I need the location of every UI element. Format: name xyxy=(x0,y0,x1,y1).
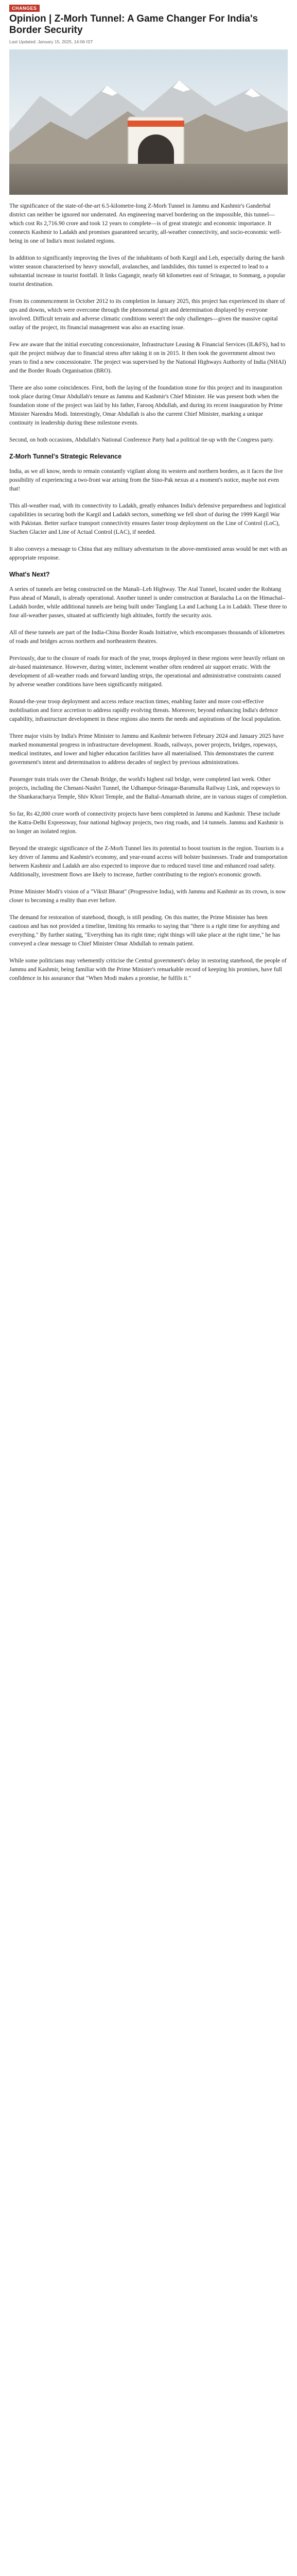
article-paragraph: Prime Minister Modi's vision of a "Viksit Bharat" (Progressive India), with Jammu and Kashmir as its crown, is now closer to becoming a reality than ever before. xyxy=(9,889,286,904)
article-paragraph: India, as we all know, needs to remain constantly vigilant along its western and northern borders, as it faces the live possibility of experiencing a two-front war arising from the Sino-Pak nexus at a moment's notice, maybe not even that! xyxy=(9,468,283,492)
article-page xyxy=(0,0,297,1007)
article-headline: Opinion | Z-Morh Tunnel: A Game Changer For India's Border Security xyxy=(9,13,258,36)
article-body xyxy=(9,202,288,983)
article-paragraph: So far, Rs 42,000 crore worth of connectivity projects have been completed in Jammu and Kashmir. These include the Katra-Delhi Expressway, four national highway projects, two ring roads, and 14 tunnels. Jammu and Kashmir is no longer an isolated region. xyxy=(9,811,284,835)
hero-image xyxy=(9,49,288,195)
section-heading: What's Next? xyxy=(9,571,50,578)
article-paragraph: This all-weather road, with its connectivity to Ladakh, greatly enhances India's defensive preparedness and logistical capabilities in securing both the Kargil and Ladakh sectors, something we fell short of during the 1999 Kargil War with Pakistan. Better surface transport connectivity ensures faster troop deployment on the Line of Control (LoC), Siachen Glacier and Line of Actual Control (LAC), if needed. xyxy=(9,503,286,535)
article-paragraph: The significance of the state-of-the-art 6.5-kilometre-long Z-Morh Tunnel in Jammu and Kashmir's Ganderbal district can neither be ignored nor underrated. An engineering marvel bordering on the impossible, this tunnel—which cost Rs 2,716.90 crore and took 12 years to complete—is of great strategic and economic importance. It connects Kashmir to Ladakh and promises guaranteed security, all-weather connectivity, and socio-economic well-being in one of India's most isolated regions. xyxy=(9,203,282,244)
article-dateline: Last Updated: January 15, 2025, 14:06 IST xyxy=(9,39,93,44)
tunnel-portal-band xyxy=(128,121,184,127)
site-logo[interactable]: CHANGES xyxy=(9,5,40,12)
article-paragraph: From its commencement in October 2012 to its completion in January 2025, this project has experienced its share of ups and downs, which were overcome through the phenomenal grit and determination displayed by everyone involved. Difficult terrain and adverse climatic conditions weren't the only challenges—given the massive capital outlay of the project, its financial management was also an exacting issue. xyxy=(9,298,285,331)
article-paragraph: There are also some coincidences. First, both the laying of the foundation stone for this project and its inauguration took place during Omar Abdullah's tenure as Jammu and Kashmir's Chief Minister. He was present both when the foundation stone of the project was laid by his father, Farooq Abdullah, and during its recent inauguration by Prime Minister Narendra Modi. Interestingly, Omar Abdullah is also the current Chief Minister, marking a unique continuity in leadership during these milestone events. xyxy=(9,385,283,426)
article-paragraph: Three major visits by India's Prime Minister to Jammu and Kashmir between February 2024 and January 2025 have marked monumental progress in infrastructure development. Roads, railways, power projects, bridges, ropeways, medical institutes, and lower and higher education facilities have all materialised. This demonstrates the current government's intent and determination to address decades of neglect by previous administrations. xyxy=(9,733,284,766)
article-paragraph: Second, on both occasions, Abdullah's National Conference Party had a political tie-up with the Congress party. xyxy=(9,437,274,443)
article-paragraph: Previously, due to the closure of roads for much of the year, troops deployed in these regions were heavily reliant on air-based maintenance. However, during winter, inclement weather often rendered air support erratic. With the development of all-weather roads and forward landing strips, the operational and administrative constraints caused by adverse weather conditions have been significantly mitigated. xyxy=(9,655,285,688)
article-paragraph: Passenger train trials over the Chenab Bridge, the world's highest rail bridge, were completed last week. Other projects, including the Chenani-Nashri Tunnel, the Udhampur-Srinagar-Baramulla Railway Link, and ropeways to the Shankaracharya Temple, Shiv Khori Temple, and the Baltal-Amarnath shrine, are in various stages of completion. xyxy=(9,776,288,800)
site-header xyxy=(9,0,288,11)
article-paragraph: While some politicians may vehemently criticise the Central government's delay in restoring statehood, the people of Jammu and Kashmir, being familiar with the Prime Minister's remarkable record of keeping his promises, have full confidence in his assurance that "When Modi makes a promise, he fulfils it." xyxy=(9,958,287,981)
article-paragraph: Round-the-year troop deployment and access reduce reaction times, enabling faster and more cost-effective mobilisation and force accretion to address rapidly evolving threats. Moreover, beyond enhancing India's defence capability, infrastructure development in these regions also meets the needs and aspirations of the local population. xyxy=(9,699,282,722)
article-paragraph: All of these tunnels are part of the India-China Border Roads Initiative, which encompasses thousands of kilometres of roads and bridges across northern and northeastern theatres. xyxy=(9,630,285,645)
section-heading: Z-Morh Tunnel's Strategic Relevance xyxy=(9,453,122,460)
article-paragraph: A series of tunnels are being constructed on the Manali–Leh Highway. The Atal Tunnel, located under the Rohtang Pass ahead of Manali, is already operational. Another tunnel is under construction at Baralacha La on the Himachal–Ladakh border, while additional tunnels are being built under Tanglang La and Lachung La in Ladakh. These three to four all-weather passes, situated at sufficiently high altitudes, fortify the security axis. xyxy=(9,586,287,619)
article-paragraph: Few are aware that the initial executing concessionaire, Infrastructure Leasing & Financial Services (IL&FS), had to quit the project midway due to financial stress after taking it on in 2015. It then took the government almost two years to find a new concessionaire. The project was supervised by the National Highways Authority of India (NHAI) and the Border Roads Organisation (BRO). xyxy=(9,342,286,374)
article-paragraph: In addition to significantly improving the lives of the inhabitants of both Kargil and Leh, especially during the harsh winter season characterised by heavy snowfall, avalanches, and landslides, this tunnel is expected to lead to a substantial increase in tourist footfall. It links Gagangir, nearly 68 kilometres east of Srinagar, to Sonmarg, a popular tourist destination. xyxy=(9,255,286,287)
article-paragraph: It also conveys a message to China that any military adventurism in the above-mentioned areas would be met with an appropriate response. xyxy=(9,546,288,561)
article-paragraph: The demand for restoration of statehood, though, is still pending. On this matter, the Prime Minister has been cautious and has not provided a timeline, limiting his remarks to saying that "there is a right time for anything and everything." By further stating, "Everything has its right time; right things will take place at the right time," he has conveyed a clear message to Chief Minister Omar Abdullah to remain patient. xyxy=(9,914,281,947)
article-paragraph: Beyond the strategic significance of the Z-Morh Tunnel lies its potential to boost tourism in the region. Tourism is a key driver of Jammu and Kashmir's economy, and year-round access will bolster businesses. Trade and transportation between Kashmir and Ladakh are also expected to improve due to reduced travel time and enhanced road safety. Additionally, investment flows are likely to increase, further contributing to the region's economic growth. xyxy=(9,845,288,878)
hero-road xyxy=(9,164,288,195)
